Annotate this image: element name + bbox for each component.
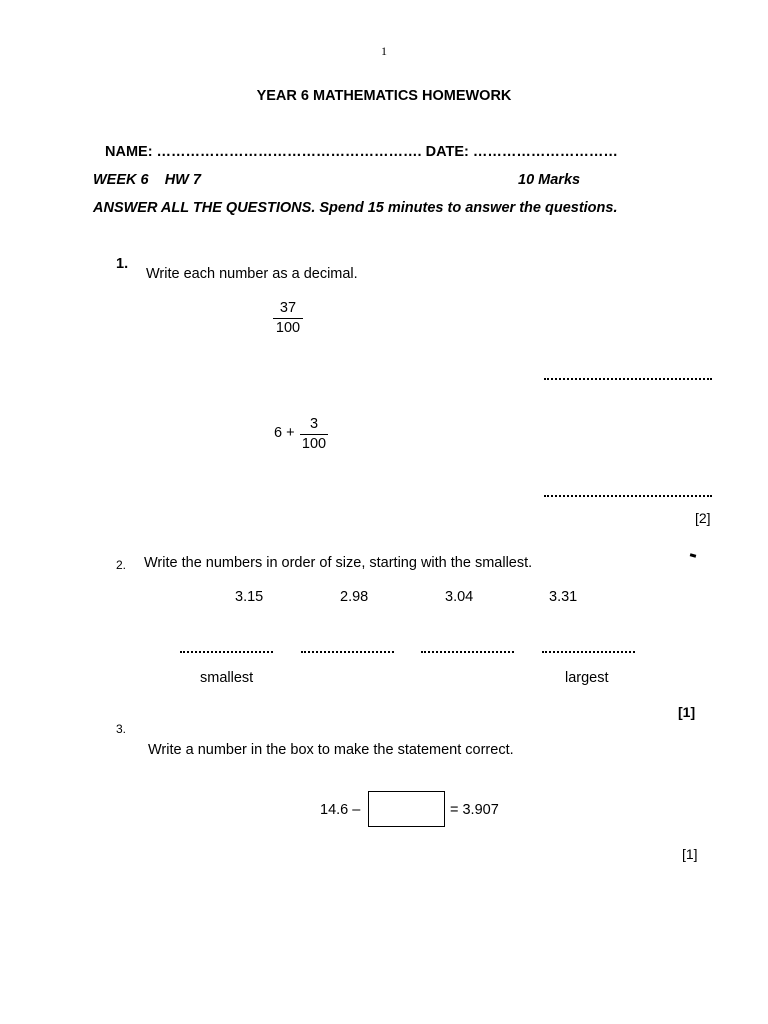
order-slot-4[interactable] — [542, 651, 635, 653]
total-marks: 10 Marks — [518, 172, 581, 188]
smallest-label: smallest — [200, 670, 254, 686]
question-text: Write each number as a decimal. — [146, 266, 358, 282]
answer-line-a[interactable] — [544, 378, 712, 380]
instructions: ANSWER ALL THE QUESTIONS. Spend 15 minutes to answer the questions. — [93, 200, 618, 216]
page-number: 1 — [381, 44, 387, 58]
name-date-line: NAME: ………………………………………………. DATE: ………………………… — [105, 144, 618, 160]
marks-label: [2] — [695, 510, 711, 526]
largest-label: largest — [565, 670, 609, 686]
question-number: 1. — [116, 256, 129, 272]
denominator: 100 — [275, 320, 301, 336]
marks-label: [1] — [682, 846, 698, 862]
number-item: 3.31 — [549, 589, 578, 605]
fraction-bar — [300, 434, 328, 435]
answer-line-b[interactable] — [544, 495, 712, 497]
order-slot-1[interactable] — [180, 651, 273, 653]
question-number: 2. — [116, 558, 127, 572]
stray-mark — [690, 553, 697, 557]
question-text: Write the numbers in order of size, starting with the smallest. — [144, 555, 533, 571]
denominator: 100 — [301, 436, 327, 452]
right-expression: = 3.907 — [450, 802, 499, 818]
whole-part: 6 + — [274, 425, 295, 441]
number-item: 2.98 — [340, 589, 369, 605]
numerator: 3 — [309, 416, 319, 432]
order-slot-3[interactable] — [421, 651, 514, 653]
page-title: YEAR 6 MATHEMATICS HOMEWORK — [256, 88, 512, 104]
question-text: Write a number in the box to make the statement correct. — [148, 742, 514, 758]
question-number: 3. — [116, 722, 127, 736]
fraction-bar — [273, 318, 303, 319]
numerator: 37 — [279, 300, 297, 316]
fraction-37-100 — [273, 300, 303, 337]
marks-label: [1] — [678, 704, 696, 720]
number-item: 3.04 — [445, 589, 474, 605]
left-expression: 14.6 – — [320, 802, 361, 818]
number-item: 3.15 — [235, 589, 264, 605]
fraction-3-100 — [300, 416, 328, 453]
answer-box[interactable] — [368, 791, 445, 827]
order-slot-2[interactable] — [301, 651, 394, 653]
week-label: WEEK 6 HW 7 — [93, 172, 201, 188]
